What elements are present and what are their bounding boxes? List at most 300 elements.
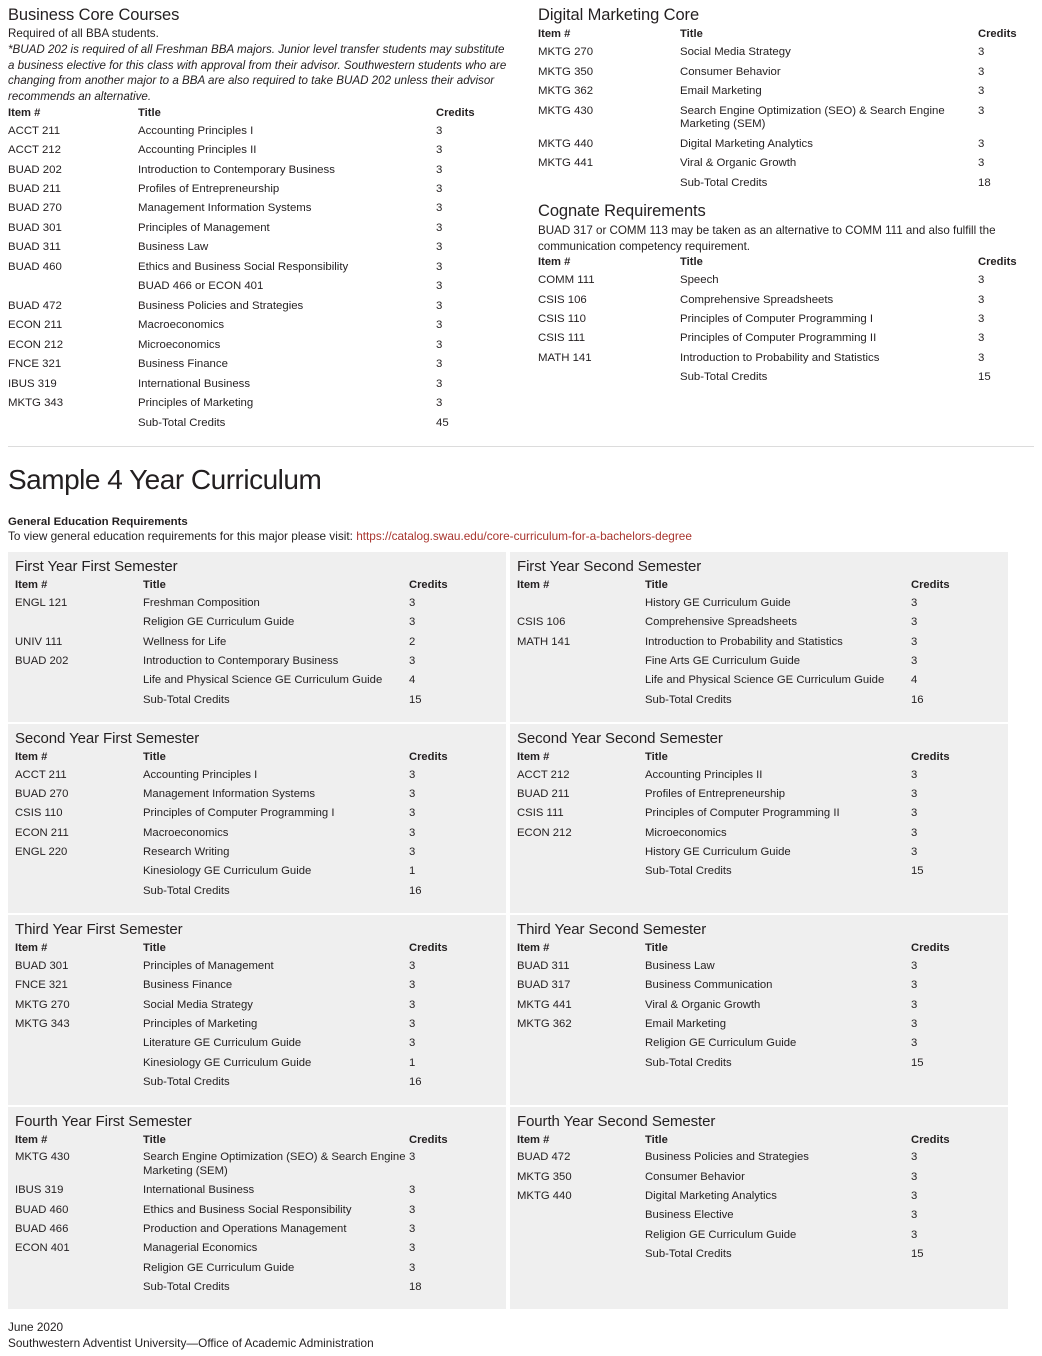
table-header-row bbox=[517, 1132, 996, 1149]
cell-credits: 3 bbox=[409, 846, 416, 859]
cell-credits: 3 bbox=[409, 616, 416, 629]
header-title: Title bbox=[143, 942, 166, 955]
table-row bbox=[8, 219, 508, 238]
cell-course-title: Research Writing bbox=[143, 846, 230, 859]
cell-credits: 3 bbox=[978, 46, 985, 59]
table-row bbox=[517, 652, 996, 671]
cell-credits: 3 bbox=[911, 979, 918, 992]
semester-rows bbox=[15, 957, 494, 1092]
table-row bbox=[15, 633, 494, 652]
right-sections-column bbox=[538, 6, 1038, 388]
table-row bbox=[15, 843, 494, 862]
cell-course-title: Sub-Total Credits bbox=[680, 176, 768, 189]
cell-course-title: Microeconomics bbox=[645, 826, 727, 839]
cell-item-number: BUAD 301 bbox=[8, 221, 62, 234]
cell-item-number: MKTG 440 bbox=[517, 1190, 572, 1203]
cell-item-number bbox=[15, 882, 143, 901]
table-row bbox=[8, 297, 508, 316]
cell-item-number bbox=[8, 277, 138, 296]
digital-marketing-core-table bbox=[538, 26, 1038, 193]
table-row bbox=[538, 102, 1038, 135]
table-row bbox=[538, 310, 1038, 329]
table-row bbox=[8, 161, 508, 180]
table-row bbox=[517, 1226, 996, 1245]
semester-title: Third Year Second Semester bbox=[517, 921, 707, 939]
cell-course-title: Introduction to Probability and Statistics bbox=[680, 351, 880, 364]
table-row bbox=[517, 766, 996, 785]
cell-course-title: Email Marketing bbox=[645, 1018, 726, 1031]
cell-course-title: Social Media Strategy bbox=[143, 998, 253, 1011]
semester-title: Third Year First Semester bbox=[15, 921, 183, 939]
table-row bbox=[15, 957, 494, 976]
cell-credits: 3 bbox=[436, 144, 443, 157]
cell-credits: 3 bbox=[911, 1170, 918, 1183]
table-row bbox=[8, 200, 508, 219]
table-header-row bbox=[517, 749, 996, 766]
cell-course-title: Religion GE Curriculum Guide bbox=[143, 616, 295, 629]
cell-course-title: Introduction to Probability and Statistics bbox=[645, 635, 843, 648]
cell-item-number: BUAD 270 bbox=[15, 788, 69, 801]
table-row bbox=[15, 1073, 494, 1092]
cell-credits: 3 bbox=[409, 807, 416, 820]
header-title: Title bbox=[138, 106, 161, 119]
table-row bbox=[15, 1259, 494, 1278]
cell-course-title: Business Elective bbox=[645, 1209, 734, 1222]
cell-credits: 3 bbox=[409, 596, 416, 609]
cell-item-number: ECON 211 bbox=[15, 826, 69, 839]
cell-credits: 3 bbox=[436, 163, 443, 176]
cell-item-number: ECON 211 bbox=[8, 319, 63, 332]
cell-course-title: Sub-Total Credits bbox=[645, 693, 732, 706]
cell-course-title: Profiles of Entrepreneurship bbox=[645, 788, 786, 801]
cell-item-number: ACCT 212 bbox=[517, 768, 570, 781]
cell-course-title: Freshman Composition bbox=[143, 596, 260, 609]
cell-item-number bbox=[517, 863, 645, 882]
cell-item-number bbox=[538, 174, 680, 193]
header-item: Item # bbox=[8, 106, 41, 119]
cell-credits: 3 bbox=[409, 1242, 416, 1255]
cell-credits: 3 bbox=[436, 319, 443, 332]
cell-item-number: CSIS 110 bbox=[15, 807, 63, 820]
header-item: Item # bbox=[517, 1133, 550, 1146]
footer-organization: Southwestern Adventist University—Office of Academic Administration bbox=[8, 1336, 374, 1351]
table-row bbox=[517, 1015, 996, 1034]
semester-rows bbox=[517, 766, 996, 882]
cell-credits: 3 bbox=[978, 293, 985, 306]
general-education-link[interactable]: https://catalog.swau.edu/core-curriculum-for-a-bachelors-degree bbox=[356, 528, 692, 543]
cell-credits: 3 bbox=[911, 998, 918, 1011]
table-row bbox=[517, 1245, 996, 1264]
cell-course-title: Email Marketing bbox=[680, 85, 762, 98]
header-title: Title bbox=[645, 578, 668, 591]
cell-item-number bbox=[8, 414, 138, 433]
cell-course-title: Accounting Principles I bbox=[143, 768, 258, 781]
cell-item-number bbox=[517, 691, 645, 710]
business-core-column bbox=[8, 6, 508, 433]
semester-rows bbox=[15, 594, 494, 710]
cell-credits: 3 bbox=[978, 157, 985, 170]
cell-course-title: Accounting Principles I bbox=[138, 124, 254, 137]
cell-credits: 15 bbox=[978, 371, 991, 384]
table-header-row bbox=[15, 749, 494, 766]
semester-box bbox=[8, 915, 506, 1104]
semester-box bbox=[510, 724, 1008, 913]
cell-course-title: Religion GE Curriculum Guide bbox=[645, 1037, 797, 1050]
cell-course-title: Kinesiology GE Curriculum Guide bbox=[143, 865, 312, 878]
semester-box bbox=[510, 1107, 1008, 1310]
cell-item-number: BUAD 460 bbox=[8, 260, 62, 273]
table-row bbox=[8, 180, 508, 199]
header-item: Item # bbox=[15, 942, 48, 955]
cell-credits: 3 bbox=[911, 616, 918, 629]
cell-course-title: Principles of Computer Programming I bbox=[143, 807, 335, 820]
table-row bbox=[15, 1181, 494, 1200]
table-row bbox=[538, 330, 1038, 349]
cell-item-number bbox=[15, 1073, 143, 1092]
cell-credits: 4 bbox=[409, 674, 416, 687]
table-row bbox=[15, 652, 494, 671]
cell-credits: 3 bbox=[911, 1018, 918, 1031]
table-header-row bbox=[538, 254, 1038, 271]
business-core-title: Business Core Courses bbox=[8, 6, 180, 24]
table-row bbox=[15, 863, 494, 882]
cell-course-title: Sub-Total Credits bbox=[143, 884, 230, 897]
cell-credits: 3 bbox=[436, 241, 443, 254]
cell-course-title: Introduction to Contemporary Business bbox=[138, 163, 335, 176]
table-row bbox=[15, 1278, 494, 1297]
header-title: Title bbox=[680, 28, 703, 41]
header-credits: Credits bbox=[911, 578, 950, 591]
cell-item-number: BUAD 317 bbox=[517, 979, 571, 992]
cell-course-title: Comprehensive Spreadsheets bbox=[645, 616, 797, 629]
header-item: Item # bbox=[538, 28, 571, 41]
cognate-requirements-table bbox=[538, 254, 1038, 388]
cell-item-number: CSIS 111 bbox=[538, 332, 586, 345]
cell-course-title: Production and Operations Management bbox=[143, 1222, 347, 1235]
cognate-requirements-title: Cognate Requirements bbox=[538, 202, 706, 221]
table-row bbox=[517, 863, 996, 882]
cell-item-number bbox=[15, 1278, 143, 1297]
header-credits: Credits bbox=[911, 750, 950, 763]
semester-rows bbox=[15, 1149, 494, 1298]
cell-course-title: Fine Arts GE Curriculum Guide bbox=[645, 654, 801, 667]
cell-item-number: BUAD 472 bbox=[8, 299, 62, 312]
cell-item-number bbox=[517, 1245, 645, 1264]
business-core-rows bbox=[8, 122, 508, 434]
cell-item-number: CSIS 106 bbox=[538, 293, 587, 306]
semester-course-table bbox=[517, 1132, 996, 1265]
header-credits: Credits bbox=[436, 106, 475, 119]
table-row bbox=[8, 394, 508, 413]
cell-course-title: Viral & Organic Growth bbox=[645, 998, 761, 1011]
cell-credits: 3 bbox=[409, 1222, 416, 1235]
table-row bbox=[15, 805, 494, 824]
digital-marketing-core-rows bbox=[538, 43, 1038, 193]
cell-credits: 3 bbox=[409, 998, 416, 1011]
cell-item-number: FNCE 321 bbox=[8, 358, 62, 371]
table-row bbox=[15, 824, 494, 843]
cell-course-title: Principles of Computer Programming II bbox=[680, 332, 877, 345]
table-row bbox=[15, 1220, 494, 1239]
table-row bbox=[15, 882, 494, 901]
cell-credits: 3 bbox=[911, 635, 918, 648]
cell-course-title: Principles of Computer Programming II bbox=[645, 807, 840, 820]
cell-credits: 18 bbox=[409, 1280, 422, 1293]
cell-credits: 3 bbox=[409, 826, 416, 839]
cell-item-number: MKTG 430 bbox=[538, 104, 594, 117]
cell-course-title: Ethics and Business Social Responsibility bbox=[138, 260, 349, 273]
table-row bbox=[8, 316, 508, 335]
semester-rows bbox=[517, 1149, 996, 1265]
cell-item-number: BUAD 301 bbox=[15, 960, 69, 973]
cell-course-title: History GE Curriculum Guide bbox=[645, 596, 791, 609]
cell-item-number: MATH 141 bbox=[517, 635, 571, 648]
table-row bbox=[15, 1149, 494, 1182]
cell-course-title: Wellness for Life bbox=[143, 635, 227, 648]
header-credits: Credits bbox=[409, 750, 448, 763]
cell-item-number: MKTG 362 bbox=[538, 85, 594, 98]
cell-credits: 3 bbox=[409, 960, 416, 973]
cell-item-number: MKTG 440 bbox=[538, 137, 594, 150]
cell-credits: 3 bbox=[978, 332, 985, 345]
header-credits: Credits bbox=[978, 256, 1017, 269]
cell-credits: 3 bbox=[911, 960, 918, 973]
semester-course-table bbox=[15, 1132, 494, 1298]
table-row bbox=[8, 414, 508, 433]
cell-course-title: Microeconomics bbox=[138, 338, 221, 351]
table-row bbox=[517, 671, 996, 690]
cell-item-number: COMM 111 bbox=[538, 274, 595, 287]
cell-item-number: MKTG 343 bbox=[15, 1018, 70, 1031]
cell-course-title: History GE Curriculum Guide bbox=[645, 846, 791, 859]
cell-item-number: BUAD 311 bbox=[8, 241, 61, 254]
cell-course-title: Principles of Computer Programming I bbox=[680, 313, 874, 326]
cell-item-number bbox=[517, 843, 645, 862]
cell-item-number: IBUS 319 bbox=[15, 1184, 64, 1197]
cell-item-number: MKTG 343 bbox=[8, 397, 64, 410]
table-row bbox=[15, 1054, 494, 1073]
cell-credits: 3 bbox=[436, 299, 443, 312]
table-row bbox=[15, 671, 494, 690]
cell-credits: 16 bbox=[409, 884, 422, 897]
cell-credits: 3 bbox=[436, 202, 443, 215]
cell-course-title: Religion GE Curriculum Guide bbox=[143, 1261, 295, 1274]
header-item: Item # bbox=[15, 1133, 48, 1146]
cell-item-number bbox=[517, 1207, 645, 1226]
section-divider bbox=[8, 446, 1034, 447]
cell-item-number bbox=[517, 1035, 645, 1054]
table-row bbox=[538, 369, 1038, 388]
cell-credits: 15 bbox=[911, 865, 924, 878]
cell-course-title: Speech bbox=[680, 274, 719, 287]
cell-credits: 3 bbox=[409, 654, 416, 667]
cell-credits: 3 bbox=[409, 1261, 416, 1274]
cell-item-number: IBUS 319 bbox=[8, 377, 57, 390]
semester-box bbox=[8, 724, 506, 913]
footer-date: June 2020 bbox=[8, 1320, 64, 1335]
cell-course-title: Macroeconomics bbox=[143, 826, 229, 839]
table-row bbox=[517, 1168, 996, 1187]
table-row bbox=[517, 977, 996, 996]
cell-course-title: Business Law bbox=[138, 241, 209, 254]
table-row bbox=[538, 291, 1038, 310]
cell-item-number: MKTG 350 bbox=[538, 65, 594, 78]
table-row bbox=[15, 1239, 494, 1258]
cell-course-title: Sub-Total Credits bbox=[143, 1076, 230, 1089]
table-row bbox=[517, 996, 996, 1015]
semester-course-table bbox=[517, 940, 996, 1073]
table-row bbox=[517, 633, 996, 652]
cell-item-number bbox=[517, 1226, 645, 1245]
cell-credits: 3 bbox=[436, 182, 443, 195]
cell-course-title: Religion GE Curriculum Guide bbox=[645, 1228, 797, 1241]
cell-credits: 3 bbox=[409, 768, 416, 781]
cell-course-title: Consumer Behavior bbox=[645, 1170, 745, 1183]
cell-credits: 3 bbox=[409, 788, 416, 801]
cell-credits: 3 bbox=[911, 807, 918, 820]
table-row bbox=[517, 691, 996, 710]
table-row bbox=[517, 594, 996, 613]
cell-item-number: CSIS 110 bbox=[538, 313, 586, 326]
table-row bbox=[8, 238, 508, 257]
table-row bbox=[8, 141, 508, 160]
cell-course-title: Accounting Principles II bbox=[645, 768, 763, 781]
semester-box bbox=[8, 552, 506, 722]
header-credits: Credits bbox=[911, 1133, 950, 1146]
semester-rows bbox=[517, 957, 996, 1073]
table-row bbox=[517, 1187, 996, 1206]
table-row bbox=[517, 1207, 996, 1226]
table-row bbox=[538, 155, 1038, 174]
cell-item-number: ACCT 211 bbox=[8, 124, 61, 137]
cell-credits: 3 bbox=[978, 274, 985, 287]
cell-credits: 16 bbox=[409, 1076, 422, 1089]
cell-item-number: MKTG 270 bbox=[538, 46, 594, 59]
cell-course-title: Management Information Systems bbox=[138, 202, 312, 215]
semester-title: Fourth Year Second Semester bbox=[517, 1112, 716, 1130]
table-header-row bbox=[517, 940, 996, 957]
table-row bbox=[15, 766, 494, 785]
cell-item-number bbox=[15, 1035, 143, 1054]
cell-course-title: Principles of Marketing bbox=[143, 1018, 258, 1031]
cell-course-title: Sub-Total Credits bbox=[645, 1248, 732, 1261]
cell-item-number: MKTG 270 bbox=[15, 998, 70, 1011]
cell-item-number bbox=[538, 369, 680, 388]
table-row bbox=[15, 996, 494, 1015]
table-row bbox=[15, 613, 494, 632]
table-row bbox=[517, 957, 996, 976]
document-footer bbox=[8, 1320, 1034, 1352]
table-row bbox=[8, 277, 508, 296]
cell-credits: 3 bbox=[436, 377, 443, 390]
cell-course-title: Introduction to Contemporary Business bbox=[143, 654, 339, 667]
cell-credits: 3 bbox=[978, 351, 985, 364]
table-row bbox=[538, 349, 1038, 368]
cell-item-number: MATH 141 bbox=[538, 351, 592, 364]
cell-item-number: BUAD 466 bbox=[15, 1222, 69, 1235]
cell-item-number bbox=[517, 594, 645, 613]
cell-item-number: BUAD 270 bbox=[8, 202, 62, 215]
header-credits: Credits bbox=[911, 942, 950, 955]
header-title: Title bbox=[680, 256, 703, 269]
table-header-row bbox=[517, 577, 996, 594]
cell-item-number: CSIS 106 bbox=[517, 616, 566, 629]
cell-course-title: Sub-Total Credits bbox=[143, 693, 230, 706]
cell-course-title: Social Media Strategy bbox=[680, 46, 791, 59]
cell-item-number: MKTG 441 bbox=[538, 157, 594, 170]
page-title: Sample 4 Year Curriculum bbox=[8, 464, 322, 496]
cell-credits: 3 bbox=[409, 1037, 416, 1050]
cell-credits: 3 bbox=[911, 1190, 918, 1203]
table-row bbox=[517, 1149, 996, 1168]
semester-course-table bbox=[15, 577, 494, 710]
cell-credits: 3 bbox=[911, 788, 918, 801]
cell-item-number bbox=[15, 671, 143, 690]
table-row bbox=[517, 824, 996, 843]
cell-credits: 3 bbox=[978, 85, 985, 98]
cell-course-title: Life and Physical Science GE Curriculum Guide bbox=[645, 674, 885, 687]
cell-course-title: Digital Marketing Analytics bbox=[680, 137, 813, 150]
table-row bbox=[15, 977, 494, 996]
business-core-note-required: Required of all BBA students. bbox=[8, 27, 159, 41]
cell-item-number: ENGL 121 bbox=[15, 596, 68, 609]
cell-credits: 3 bbox=[409, 1203, 416, 1216]
top-sections-region bbox=[8, 6, 1034, 433]
table-row bbox=[538, 135, 1038, 154]
table-row bbox=[517, 1035, 996, 1054]
cell-course-title: Viral & Organic Growth bbox=[680, 157, 797, 170]
cell-credits: 3 bbox=[436, 338, 443, 351]
cell-course-title: Sub-Total Credits bbox=[645, 865, 732, 878]
cell-course-title: Kinesiology GE Curriculum Guide bbox=[143, 1056, 312, 1069]
semester-title: First Year First Semester bbox=[15, 557, 178, 575]
cell-item-number: CSIS 111 bbox=[517, 807, 564, 820]
header-title: Title bbox=[645, 942, 668, 955]
cell-course-title: Digital Marketing Analytics bbox=[645, 1190, 777, 1203]
cell-course-title: Macroeconomics bbox=[138, 319, 225, 332]
table-row bbox=[8, 122, 508, 141]
cell-item-number bbox=[15, 863, 143, 882]
cell-item-number: BUAD 311 bbox=[517, 960, 570, 973]
digital-marketing-core-title: Digital Marketing Core bbox=[538, 6, 700, 24]
cell-course-title: Business Policies and Strategies bbox=[138, 299, 304, 312]
cognate-note: BUAD 317 or COMM 113 may be taken as an alternative to COMM 111 and also fulfill the communication competency requirement. bbox=[538, 223, 996, 253]
header-item: Item # bbox=[517, 942, 550, 955]
semester-rows bbox=[517, 594, 996, 710]
cell-item-number bbox=[15, 1054, 143, 1073]
cell-course-title: Literature GE Curriculum Guide bbox=[143, 1037, 302, 1050]
cell-item-number: ACCT 211 bbox=[15, 768, 67, 781]
cell-item-number bbox=[15, 691, 143, 710]
semester-title: First Year Second Semester bbox=[517, 557, 702, 575]
table-row bbox=[517, 1054, 996, 1073]
cell-credits: 18 bbox=[978, 176, 991, 189]
cell-credits: 15 bbox=[911, 1248, 924, 1261]
cell-item-number: BUAD 211 bbox=[517, 788, 570, 801]
table-row bbox=[15, 1201, 494, 1220]
cell-credits: 3 bbox=[978, 137, 985, 150]
cell-item-number: MKTG 430 bbox=[15, 1151, 70, 1164]
table-row bbox=[15, 785, 494, 804]
cell-credits: 3 bbox=[436, 260, 443, 273]
table-row bbox=[538, 82, 1038, 101]
business-core-table bbox=[8, 105, 508, 434]
table-row bbox=[517, 805, 996, 824]
cell-credits: 3 bbox=[409, 1184, 416, 1197]
cell-course-title: Ethics and Business Social Responsibility bbox=[143, 1203, 352, 1216]
semester-title: Second Year First Semester bbox=[15, 729, 200, 747]
cell-credits: 3 bbox=[409, 1018, 416, 1031]
